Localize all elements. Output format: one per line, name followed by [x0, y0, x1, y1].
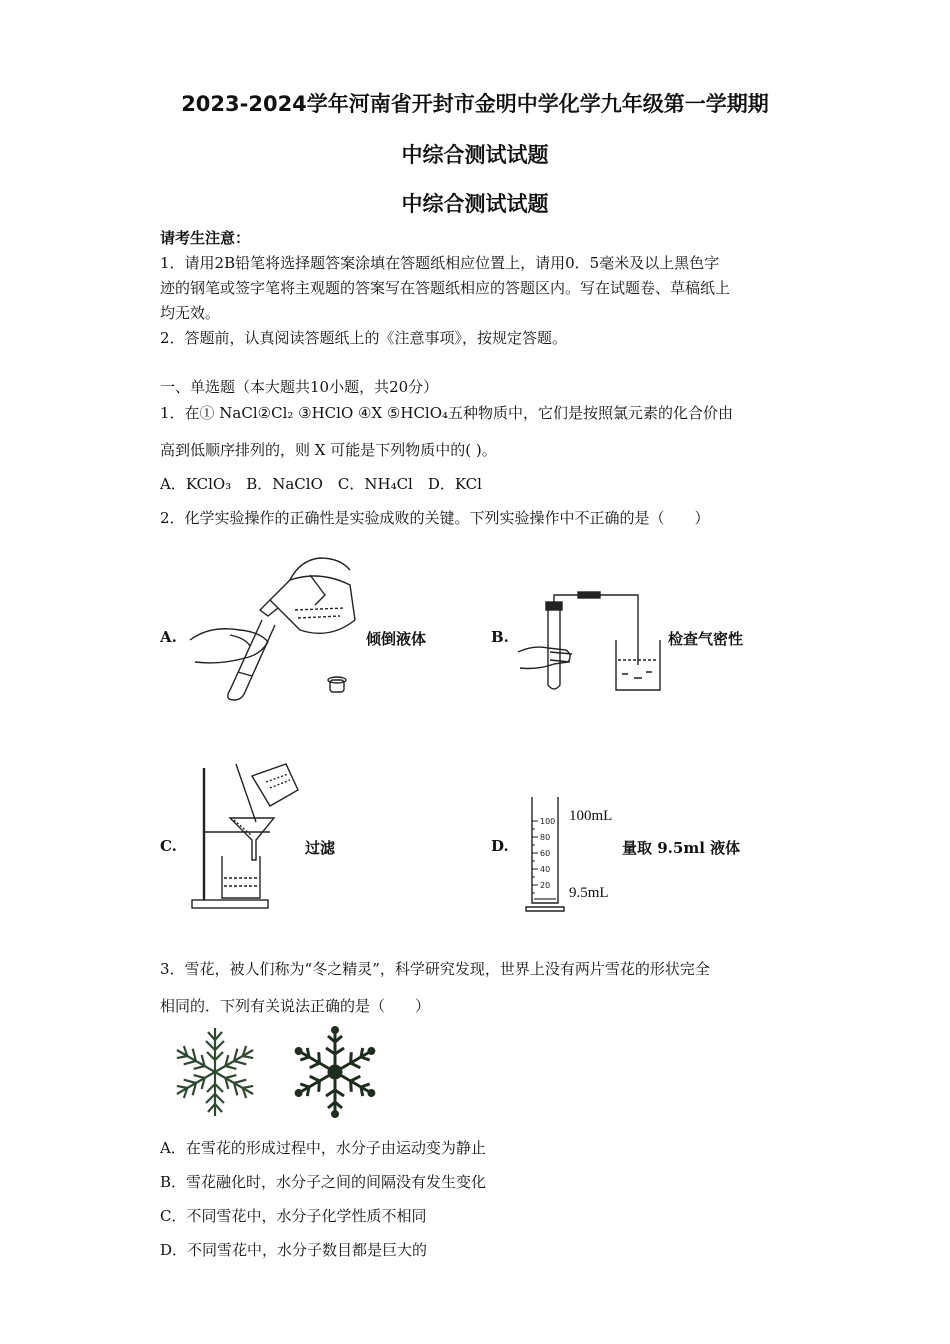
- q3-option-b: B．雪花融化时，水分子之间的间隔没有发生变化: [160, 1173, 487, 1191]
- q2-option-a-caption: 倾倒液体: [366, 630, 427, 648]
- q2-option-d-letter: D.: [491, 837, 509, 855]
- q1-stem-cont: 高到低顺序排列的，则 X 可能是下列物质中的( )。: [160, 441, 497, 459]
- q2-stem: 2．化学实验操作的正确性是实验成败的关键。下列实验操作中不正确的是（ ）: [160, 509, 710, 527]
- pouring-liquid-figure: [190, 550, 365, 700]
- q2-option-b-letter: B.: [491, 628, 509, 646]
- q2-option-c-caption: 过滤: [305, 839, 336, 857]
- section-heading: 一、单选题（本大题共10小题，共20分）: [160, 378, 439, 396]
- graduated-cylinder-figure: [524, 795, 574, 915]
- cylinder-bottom-label: 9.5mL: [569, 885, 609, 901]
- q2-option-a-letter: A.: [160, 628, 177, 646]
- filtration-figure: [190, 760, 305, 912]
- cylinder-tick-80: 80: [540, 833, 551, 842]
- snowflake-image-1: [160, 1025, 270, 1120]
- q3-option-c: C．不同雪花中，水分子化学性质不相同: [160, 1207, 427, 1225]
- cylinder-tick-20: 20: [540, 881, 551, 890]
- notice-item-1: 1．请用2B铅笔将选择题答案涂填在答题纸相应位置上，请用0．5毫米及以上黑色字: [160, 254, 720, 272]
- page-subtitle-repeat: 中综合测试试题: [401, 192, 549, 216]
- cylinder-tick-100: 100: [540, 817, 556, 826]
- q1-options: A．KClO₃ B．NaClO C．NH₄Cl D．KCl: [160, 475, 482, 493]
- q3-option-a: A．在雪花的形成过程中，水分子由运动变为静止: [160, 1139, 486, 1157]
- cylinder-tick-60: 60: [540, 849, 551, 858]
- notice-item-1-cont: 迹的钢笔或签字笔将主观题的答案写在答题纸相应的答题区内。写在试题卷、草稿纸上: [160, 279, 731, 297]
- page-title: 2023-2024学年河南省开封市金明中学化学九年级第一学期期: [181, 92, 769, 116]
- q2-option-b-caption: 检查气密性: [668, 630, 744, 648]
- q2-option-d-caption: 量取 9.5ml 液体: [622, 839, 741, 857]
- notice-item-1-end: 均无效。: [160, 304, 221, 322]
- q3-option-d: D．不同雪花中，水分子数目都是巨大的: [160, 1241, 428, 1259]
- airtightness-check-figure: [518, 590, 668, 695]
- q1-stem: 1．在① NaCl②Cl₂ ③HClO ④X ⑤HClO₄五种物质中，它们是按照氯元素的化合价由: [160, 404, 734, 422]
- snowflake-image-2: [285, 1025, 385, 1120]
- q3-stem: 3．雪花，被人们称为“冬之精灵”，科学研究发现，世界上没有两片雪花的形状完全: [160, 960, 710, 978]
- cylinder-top-label: 100mL: [569, 808, 613, 824]
- notice-item-2: 2．答题前，认真阅读答题纸上的《注意事项》，按规定答题。: [160, 329, 568, 347]
- q2-option-c-letter: C.: [160, 837, 177, 855]
- q3-stem-cont: 相同的．下列有关说法正确的是（ ）: [160, 997, 431, 1015]
- page-subtitle: 中综合测试试题: [401, 143, 549, 167]
- cylinder-tick-40: 40: [540, 865, 551, 874]
- notice-heading: 请考生注意：: [160, 229, 251, 247]
